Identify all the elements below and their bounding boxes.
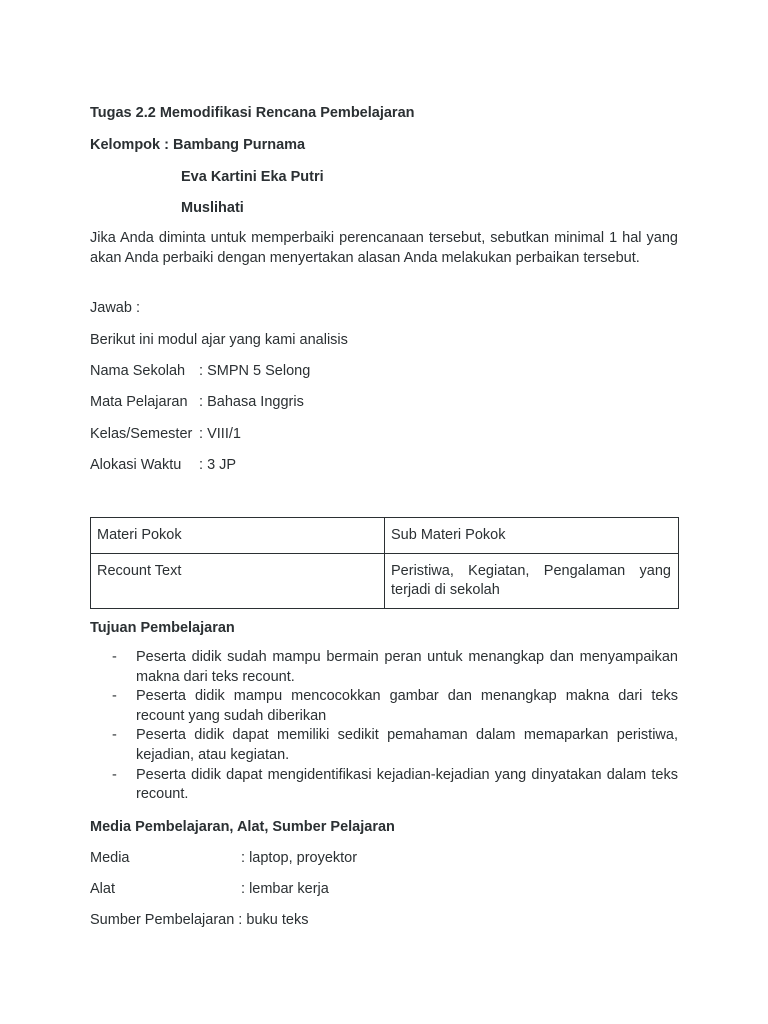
field-label: Alokasi Waktu <box>90 457 182 473</box>
group-member: Muslihati <box>181 200 244 216</box>
field-value: laptop, proyektor <box>249 850 358 866</box>
field-value: SMPN 5 Selong <box>207 363 311 379</box>
info-field-time <box>90 455 236 475</box>
list-item-text: Peserta didik dapat memiliki sedikit pemahaman dalam memaparkan peristiwa, kejadian, atau kegiatan. <box>136 727 678 763</box>
field-separator: : <box>241 881 250 897</box>
field-separator: : <box>241 850 250 866</box>
field-separator: : <box>195 363 208 379</box>
group-member: Eva Kartini Eka Putri <box>181 169 324 185</box>
document-title: Tugas 2.2 Memodifikasi Rencana Pembelajaran <box>90 105 415 121</box>
field-value: Bahasa Inggris <box>207 394 304 410</box>
field-label: Media <box>90 850 130 866</box>
list-item <box>90 648 678 687</box>
bullet-dash: - <box>112 766 117 783</box>
field-value: buku teks <box>246 912 309 928</box>
field-separator: : <box>234 912 247 928</box>
table-row <box>91 553 679 608</box>
field-value: lembar kerja <box>249 881 329 897</box>
field-label: Alat <box>90 881 115 897</box>
field-separator: : <box>195 457 208 473</box>
media-field-source <box>90 910 308 930</box>
info-field-class <box>90 424 241 444</box>
field-separator: : <box>195 394 208 410</box>
info-field-subject <box>90 392 304 412</box>
answer-label: Jawab : <box>90 300 140 316</box>
list-item <box>90 766 678 805</box>
question-text: Jika Anda diminta untuk memperbaiki perencanaan tersebut, sebutkan minimal 1 hal yang akan Anda perbaiki dengan menyertakan alasan Anda melakukan perbaikan tersebut. <box>90 230 678 266</box>
list-item-text: Peserta didik sudah mampu bermain peran untuk menangkap dan menyampaikan makna dari teks recount. <box>136 649 678 685</box>
list-item <box>90 726 678 765</box>
table-header-cell: Sub Materi Pokok <box>385 518 679 554</box>
field-label: Sumber Pembelajaran <box>90 912 235 928</box>
goals-list <box>90 648 678 805</box>
table-header-row <box>91 518 679 554</box>
field-value: 3 JP <box>207 457 237 473</box>
media-field-media <box>90 848 357 868</box>
field-value: VIII/1 <box>207 426 241 442</box>
field-separator: : <box>195 426 208 442</box>
bullet-dash: - <box>112 727 117 744</box>
group-label: Kelompok : Bambang Purnama <box>90 137 306 153</box>
intro-text: Berikut ini modul ajar yang kami analisis <box>90 332 348 348</box>
table-cell: Peristiwa, Kegiatan, Pengalaman yang terjadi di sekolah <box>385 553 679 608</box>
material-table <box>90 517 679 609</box>
media-heading: Media Pembelajaran, Alat, Sumber Pelajaran <box>90 819 395 835</box>
field-label: Mata Pelajaran <box>90 394 188 410</box>
list-item-text: Peserta didik mampu mencocokkan gambar dan menangkap makna dari teks recount yang sudah diberikan <box>136 688 678 724</box>
table-cell: Recount Text <box>91 553 385 608</box>
document-page <box>90 0 678 1024</box>
list-item <box>90 687 678 726</box>
list-item-text: Peserta didik dapat mengidentifikasi kejadian-kejadian yang dinyatakan dalam teks recount. <box>136 766 678 803</box>
bullet-dash: - <box>112 688 117 705</box>
bullet-dash: - <box>112 649 117 665</box>
goals-heading: Tujuan Pembelajaran <box>90 620 235 636</box>
field-label: Nama Sekolah <box>90 363 186 379</box>
media-field-tools <box>90 879 329 899</box>
table-header-cell: Materi Pokok <box>91 518 385 554</box>
info-field-school <box>90 361 310 381</box>
field-label: Kelas/Semester <box>90 426 193 442</box>
